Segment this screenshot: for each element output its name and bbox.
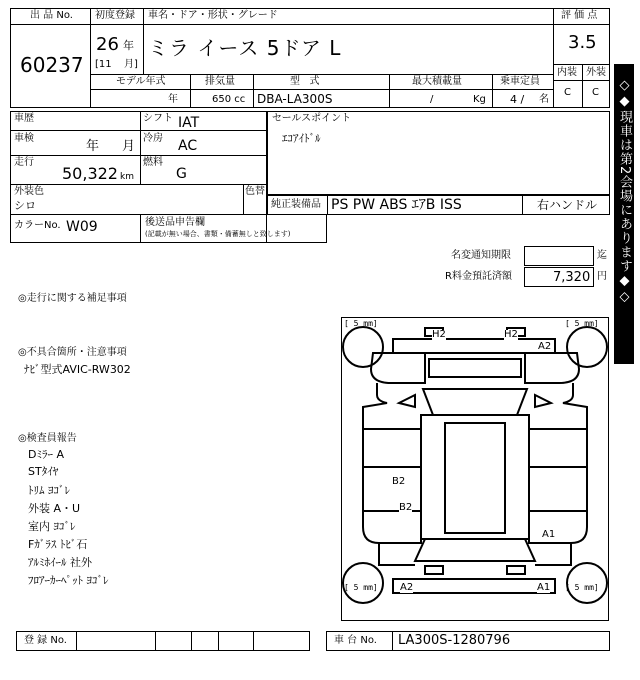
tire-front-right (567, 327, 607, 367)
inspection-month-unit: 月 (122, 139, 136, 154)
taillight-right (507, 566, 525, 574)
rear-window (415, 539, 535, 561)
color-no-value: W09 (66, 219, 98, 235)
mirror-left (399, 395, 415, 407)
damage-mark: B2 (399, 502, 413, 513)
rear-quarter-right (535, 543, 571, 565)
lot-label: 出 品 No. (30, 10, 73, 21)
venue-banner-text: ◇◆現車は第2会場にあります◆◇ (617, 78, 632, 306)
tire-depth-rear-right: [ 5 mm] (565, 583, 599, 592)
rear-door-left (363, 467, 421, 511)
car-name-label: 車名・ドア・形状・グレード (148, 10, 278, 21)
mileage-unit: km (120, 172, 134, 182)
first-reg-year: 26 (96, 34, 119, 55)
front-door-right (529, 429, 587, 467)
shift-value: IAT (178, 115, 200, 131)
lot-number: 60237 (20, 53, 84, 77)
capacity-value: 4 / (510, 93, 525, 106)
aftermarket-label: 後送品申告欄 (145, 217, 205, 228)
first-reg-month: [11 (95, 59, 112, 70)
color-no-label: カラーNo. (14, 220, 61, 231)
tire-depth-front-right: [ 5 mm] (565, 319, 599, 328)
interior-grade: C (564, 87, 571, 98)
damage-mark: A1 (537, 582, 551, 593)
chassis-label: 車 台 No. (334, 635, 377, 646)
first-reg-year-unit: 年 (123, 39, 134, 52)
exterior-label: 外装 (586, 67, 606, 78)
max-load-label: 最大積載量 (412, 76, 462, 87)
equipment-value: PS PW ABS ｴｱB ISS (331, 197, 462, 213)
fuel-label: 燃料 (143, 157, 163, 168)
model-year-unit: 年 (168, 94, 178, 105)
rear-fender-right (529, 511, 587, 543)
driving-notes-label: ◎走行に関する補足事項 (18, 293, 127, 304)
rear-bumper (393, 579, 555, 593)
model-year-label: モデル年式 (116, 76, 166, 87)
damage-mark: H2 (504, 329, 518, 340)
damage-mark: A1 (542, 529, 556, 540)
first-reg-label: 初度登録 (95, 10, 135, 21)
max-load-value: / (430, 94, 434, 105)
recycle-value: 7,320 (553, 270, 591, 285)
recycle-label: R料金預託済額 (445, 271, 512, 282)
aftermarket-note: (記載が無い場合、書類・備蓄無しと致します) (145, 230, 291, 238)
tire-front-left (343, 327, 383, 367)
front-door-left (363, 429, 421, 467)
color-change-label: 色替 (245, 186, 265, 197)
inspection-year-unit: 年 (86, 139, 100, 154)
aircon-value: AC (178, 138, 198, 154)
capacity-label: 乗車定員 (500, 76, 540, 87)
rear-fender-left (363, 511, 421, 543)
mileage-value: 50,322 (62, 164, 118, 183)
history-label: 車歴 (14, 113, 34, 124)
type-label: 型 式 (290, 76, 320, 87)
displacement-value: 650 cc (212, 94, 246, 105)
inspector-line: Dﾐﾗｰ A (28, 448, 64, 461)
damage-mark: A2 (538, 341, 552, 352)
recall-unit: 迄 (597, 250, 607, 261)
damage-mark: A2 (400, 582, 414, 593)
inspector-line: 外装 A・U (28, 502, 81, 515)
registration-label: 登 録 No. (24, 635, 67, 646)
car-name: ミラ イース 5ドア L (148, 36, 342, 60)
mileage-label: 走行 (14, 157, 34, 168)
steering-value: 右ハンドル (537, 198, 598, 212)
grade-label: 評 価 点 (561, 10, 598, 21)
exterior-grade: C (592, 87, 599, 98)
cabin-outline (421, 415, 529, 539)
sales-point-label: セールスポイント (272, 113, 352, 124)
inspector-line: STﾀｲﾔ (28, 465, 59, 478)
tire-depth-rear-left: [ 5 mm] (344, 583, 378, 592)
front-bumper (393, 339, 555, 353)
damage-mark: H2 (432, 329, 446, 340)
tire-depth-front-left: [ 5 mm] (344, 319, 378, 328)
grade-value: 3.5 (568, 32, 597, 53)
interior-label: 内装 (557, 67, 577, 78)
max-load-unit: Kg (473, 94, 486, 105)
outer-color-value: シロ (14, 199, 36, 212)
outer-color-label: 外装色 (14, 186, 44, 197)
inspector-line: ｱﾙﾐﾎｲｰﾙ 社外 (28, 556, 92, 569)
defect-label: ◎不具合箇所・注意事項 (18, 347, 127, 358)
displacement-label: 排気量 (205, 76, 235, 87)
inspector-line: ﾄﾘﾑ ﾖｺﾞﾚ (28, 484, 70, 497)
recall-box (524, 246, 594, 266)
venue-banner (614, 64, 634, 364)
capacity-unit: 名 (539, 94, 549, 105)
defect-value: ﾅﾋﾞ型式AVIC-RW302 (24, 363, 131, 376)
inspector-line: ﾌﾛｱｰｶｰﾍﾟｯﾄ ﾖｺﾞﾚ (28, 574, 109, 587)
sales-point-value: ｴｺｱｲﾄﾞﾙ (282, 132, 321, 145)
recycle-unit: 円 (597, 271, 607, 282)
inspection-label: 車検 (14, 133, 34, 144)
chassis-number: LA300S-1280796 (398, 633, 511, 648)
equipment-label: 純正装備品 (271, 199, 321, 210)
rear-quarter-left (379, 543, 415, 565)
shift-label: シフト (143, 113, 173, 124)
hood (429, 359, 521, 377)
taillight-left (425, 566, 443, 574)
rear-door-right (529, 467, 587, 511)
roof (445, 423, 505, 533)
inspector-line: 室内 ﾖｺﾞﾚ (28, 520, 76, 533)
fuel-value: G (176, 166, 187, 182)
inspector-label: ◎検査員報告 (18, 433, 77, 444)
car-outline-diagram (341, 317, 609, 621)
inspector-line: Fｶﾞﾗｽ ﾄﾋﾞ石 (28, 538, 88, 551)
damage-mark: B2 (392, 476, 406, 487)
type-value: DBA-LA300S (257, 92, 333, 106)
first-reg-month-unit: 月] (124, 59, 138, 70)
mirror-right (535, 395, 551, 407)
recall-label: 名変通知期限 (451, 250, 511, 261)
aircon-label: 冷房 (143, 133, 163, 144)
windshield (423, 389, 527, 415)
